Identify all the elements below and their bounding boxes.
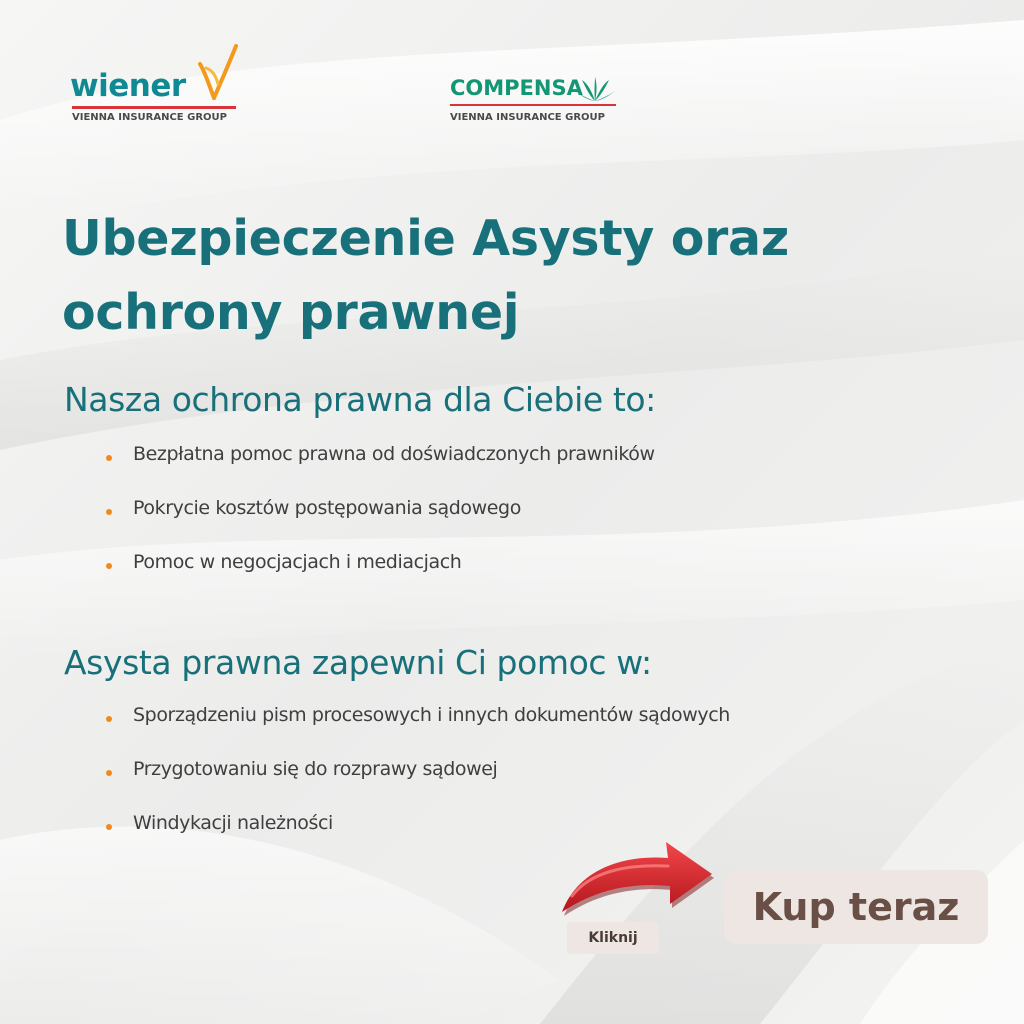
compensa-wordmark: COMPENSA (450, 76, 583, 100)
section-heading-legal-protection: Nasza ochrona prawna dla Ciebie to: (64, 380, 656, 419)
legal-protection-list (106, 443, 655, 605)
list-item (106, 758, 730, 812)
list-item-text: Windykacji należności (133, 812, 333, 834)
wiener-underline (72, 106, 236, 109)
click-hint-label[interactable]: Kliknij (567, 922, 659, 954)
buy-now-button[interactable]: Kup teraz (724, 870, 988, 944)
wiener-checkmark-icon (198, 44, 238, 100)
list-item-text: Pomoc w negocjacjach i mediacjach (133, 551, 462, 573)
wiener-group-label: VIENNA INSURANCE GROUP (72, 112, 227, 123)
bullet-dot-icon (106, 770, 112, 776)
section-heading-legal-assistance: Asysta prawna zapewni Ci pomoc w: (64, 643, 652, 682)
list-item-text: Pokrycie kosztów postępowania sądowego (133, 497, 521, 519)
wiener-wordmark: wiener (70, 68, 186, 104)
bullet-dot-icon (106, 455, 112, 461)
list-item (106, 443, 655, 497)
list-item (106, 704, 730, 758)
list-item (106, 497, 655, 551)
bullet-dot-icon (106, 563, 112, 569)
list-item-text: Sporządzeniu pism procesowych i innych dokumentów sądowych (133, 704, 730, 726)
bullet-dot-icon (106, 824, 112, 830)
compensa-group-label: VIENNA INSURANCE GROUP (450, 112, 605, 123)
list-item (106, 551, 655, 605)
compensa-leaf-icon (572, 76, 618, 102)
compensa-underline (450, 104, 616, 106)
wiener-logo (70, 44, 250, 128)
page-title: Ubezpieczenie Asysty oraz ochrony prawnej (62, 210, 790, 341)
list-item-text: Bezpłatna pomoc prawna od doświadczonych prawników (133, 443, 655, 465)
list-item-text: Przygotowaniu się do rozprawy sądowej (133, 758, 498, 780)
red-curved-arrow-icon (556, 834, 716, 926)
bullet-dot-icon (106, 509, 112, 515)
compensa-logo (450, 76, 630, 128)
bullet-dot-icon (106, 716, 112, 722)
